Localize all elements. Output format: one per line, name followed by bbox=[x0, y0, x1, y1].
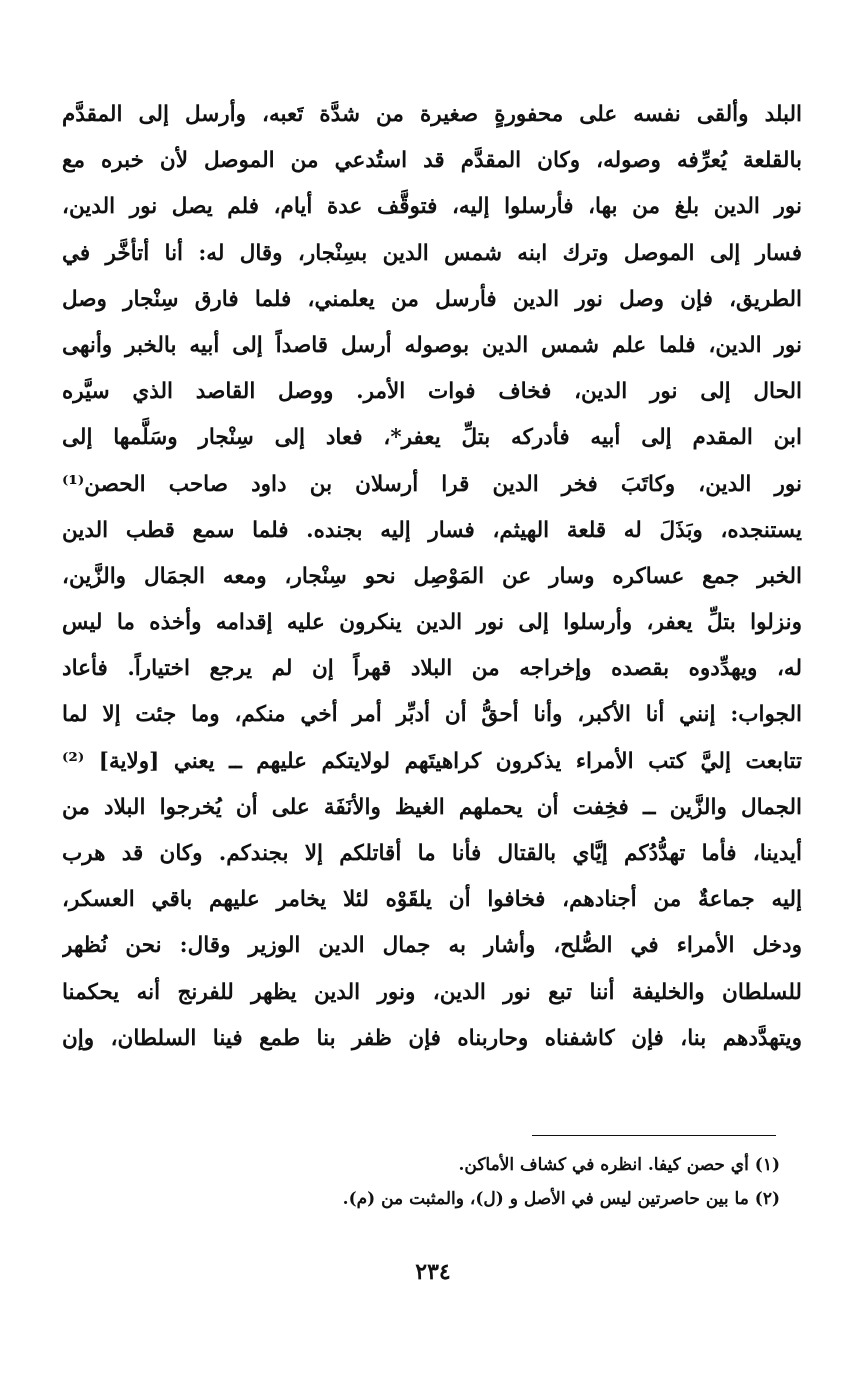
footnote-2: (٢) ما بين حاصرتين ليس في الأصل و (ل)، والمثبت من (م). bbox=[342, 1189, 780, 1209]
text-line-17: أيدينا، فأما تهدُّدُكم إيَّاي بالقتال فأنا ما أقاتلكم إلا بجندكم. وكان قد هرب bbox=[62, 841, 802, 866]
text-line-9: نور الدين، وكاتَبَ فخر الدين قرا أرسلان بن داود صاحب الحصن⁽¹⁾ bbox=[62, 471, 802, 497]
text-line-11: الخبر جمع عساكره وسار عن المَوْصِل نحو سِنْجار، ومعه الجمَال والزَّين، bbox=[62, 563, 802, 589]
text-line-18: إليه جماعةٌ من أجنادهم، فخافوا أن يلقَوْه لئلا يخامر عليهم باقي العسكر، bbox=[62, 887, 802, 913]
text-line-6: نور الدين، فلما علم شمس الدين بوصوله أرسل قاصداً إلى أبيه بالخبر وأنهى bbox=[62, 332, 802, 358]
text-line-12: ونزلوا بتلِّ يعفر، وأرسلوا إلى نور الدين ينكرون عليه إقدامه وأخذه ما ليس bbox=[62, 610, 802, 636]
text-line-15: تتابعت إليَّ كتب الأمراء يذكرون كراهيتَهم لولايتكم عليهم ــ يعني [ولاية] ⁽²⁾ bbox=[62, 748, 802, 774]
text-line-14: الجواب: إنني أنا الأكبر، وأنا أحقُّ أن أدبِّر أمر أخي منكم، وما جئت إلا لما bbox=[62, 702, 802, 728]
text-line-20: للسلطان والخليفة أننا تبع نور الدين، ونور الدين يظهر للفرنج أنه يحكمنا bbox=[62, 979, 802, 1005]
text-line-13: له، ويهدِّدوه بقصده وإخراجه من البلاد قهراً إن لم يرجع اختياراً. فأعاد bbox=[62, 656, 802, 682]
text-line-1: البلد وألقى نفسه على محفورةٍ صغيرة من شدَّة تَعبه، وأرسل إلى المقدَّم bbox=[62, 102, 802, 127]
text-line-19: ودخل الأمراء في الصُّلح، وأشار به جمال الدين الوزير وقال: نحن نُظهر bbox=[62, 933, 802, 959]
text-line-10: يستنجده، وبَذَلَ له قلعة الهيثم، فسار إليه بجنده. فلما سمع قطب الدين bbox=[62, 517, 802, 543]
text-line-2: بالقلعة يُعرِّفه وصوله، وكان المقدَّم قد استُدعي من الموصل لأن خبره مع bbox=[62, 148, 802, 174]
text-line-5: الطريق، فإن وصل نور الدين فأرسل من يعلمني، فلما فارق سِنْجار وصل bbox=[62, 286, 802, 312]
text-line-21: ويتهدَّدهم بنا، فإن كاشفناه وحاربناه فإن ظفر بنا طمع فينا السلطان، وإن bbox=[62, 1025, 802, 1051]
page-number: ٢٣٤ bbox=[415, 1259, 451, 1285]
footnotes bbox=[262, 1148, 780, 1216]
footnote-1: (١) أي حصن كيفا. انظره في كشاف الأماكن. bbox=[458, 1155, 780, 1175]
text-line-16: الجمال والزَّين ــ فخِفت أن يحملهم الغيظ والأنَفَة على أن يُخرجوا البلاد من bbox=[62, 794, 802, 820]
text-line-7: الحال إلى نور الدين، فخاف فوات الأمر. ووصل القاصد الذي سيَّره bbox=[62, 379, 802, 405]
text-line-8: ابن المقدم إلى أبيه فأدركه بتلِّ يعفر*، فعاد إلى سِنْجار وسَلَّمها إلى bbox=[62, 425, 802, 451]
footnote-separator bbox=[532, 1135, 776, 1136]
text-line-4: فسار إلى الموصل وترك ابنه شمس الدين بسِنْجار، وقال له: أنا أتأخَّر في bbox=[62, 240, 802, 266]
text-line-3: نور الدين بلغ من بها، فأرسلوا إليه، فتوقَّف عدة أيام، فلم يصل نور الدين، bbox=[62, 194, 802, 220]
main-text bbox=[62, 92, 802, 1062]
